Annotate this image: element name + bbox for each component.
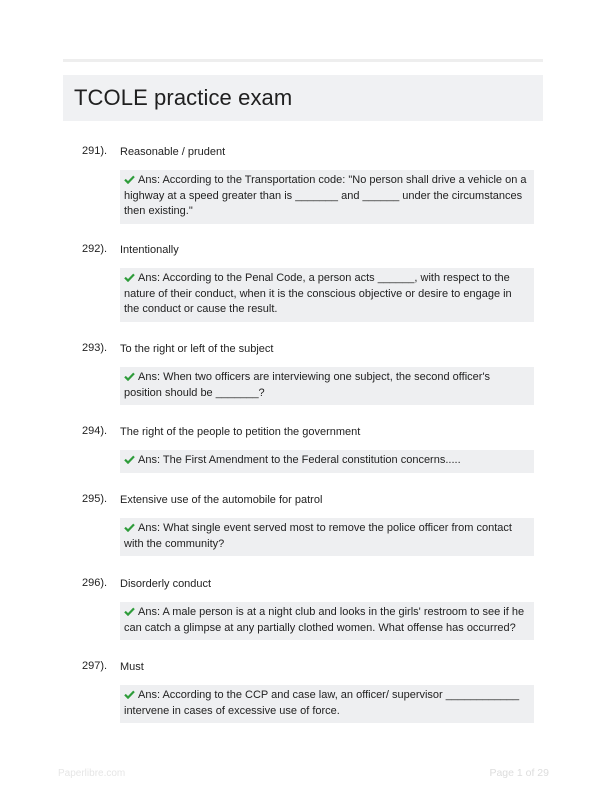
question-number: 294). (82, 425, 108, 437)
page-title: TCOLE practice exam (74, 85, 293, 110)
answer-text: Ans: The First Amendment to the Federal constitution concerns..... (138, 454, 461, 466)
question-number: 291). (82, 145, 108, 157)
answer-box (120, 518, 534, 556)
answer-text: Ans: According to the CCP and case law, an officer/ supervisor ____________ intervene in cases of excessive use of force. (124, 689, 520, 717)
question-term: Must (120, 661, 144, 673)
check-icon (124, 372, 135, 381)
answer-text: Ans: What single event served most to remove the police officer from contact with the community? (124, 522, 512, 550)
check-icon (124, 273, 135, 282)
answer-box (120, 268, 534, 322)
check-icon (124, 690, 135, 699)
page-number: Page 1 of 29 (489, 767, 549, 779)
question-number: 295). (82, 493, 108, 505)
question-number: 292). (82, 243, 108, 255)
check-icon (124, 607, 135, 616)
question-number: 297). (82, 660, 108, 672)
question-term: Reasonable / prudent (120, 146, 226, 158)
question-number: 296). (82, 577, 108, 589)
check-icon (124, 175, 135, 184)
question-term: Extensive use of the automobile for patrol (120, 494, 323, 506)
question-term: The right of the people to petition the government (120, 426, 361, 438)
answer-text: Ans: According to the Transportation code: "No person shall drive a vehicle on a highway at a speed greater than is _______ and ______ under the circumstances then existing." (124, 174, 527, 217)
question-term: To the right or left of the subject (120, 343, 274, 355)
check-icon (124, 523, 135, 532)
top-divider (63, 59, 543, 62)
question-number: 293). (82, 342, 108, 354)
question-term: Intentionally (120, 244, 179, 256)
answer-text: Ans: A male person is at a night club and looks in the girls' restroom to see if he can catch a glimpse at any partially clothed women. What offense has occurred? (124, 606, 525, 634)
answer-box (120, 367, 534, 405)
check-icon (124, 455, 135, 464)
answer-box (120, 170, 534, 224)
footer-watermark: Paperlibre.com (58, 768, 126, 779)
question-term: Disorderly conduct (120, 578, 212, 590)
answer-box (120, 685, 534, 723)
answer-text: Ans: According to the Penal Code, a person acts ______, with respect to the nature of their conduct, when it is the conscious objective or desire to engage in the conduct or cause the result. (124, 272, 512, 315)
answer-box (120, 450, 534, 473)
answer-box (120, 602, 534, 640)
title-bar (63, 75, 543, 121)
answer-text: Ans: When two officers are interviewing one subject, the second officer's position should be _______? (124, 371, 491, 399)
